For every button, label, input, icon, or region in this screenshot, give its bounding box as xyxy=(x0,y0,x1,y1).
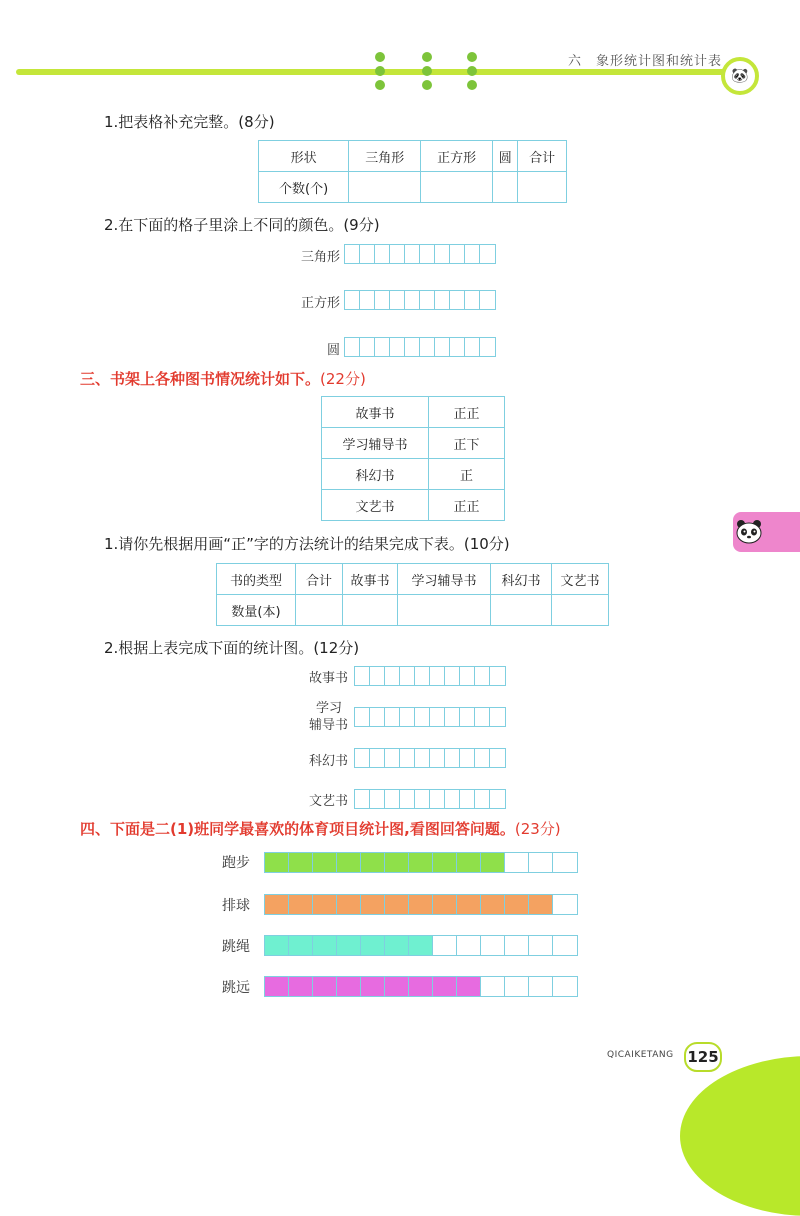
filled-cell xyxy=(361,936,385,955)
empty-cell xyxy=(433,936,457,955)
filled-cell xyxy=(481,853,505,872)
book-grid-study[interactable] xyxy=(354,707,506,727)
grid-row-label: 圆 xyxy=(326,343,340,358)
book-table-header: 科幻书 xyxy=(491,564,552,595)
tally-marks: 正正 xyxy=(429,490,505,521)
answer-cell[interactable] xyxy=(493,172,518,203)
empty-cell xyxy=(529,977,553,996)
chart-row-label: 故事书 xyxy=(308,671,348,686)
color-grid-square[interactable] xyxy=(344,290,496,310)
filled-cell xyxy=(385,895,409,914)
grid-row-label: 正方形 xyxy=(300,296,340,311)
book-table-row-label: 数量(本) xyxy=(217,595,296,626)
empty-cell xyxy=(529,853,553,872)
filled-cell xyxy=(337,977,361,996)
q1-header: 正方形 xyxy=(421,141,493,172)
filled-cell xyxy=(289,936,313,955)
answer-cell[interactable] xyxy=(349,172,421,203)
empty-cell xyxy=(553,977,577,996)
q2-title: 2.在下面的格子里涂上不同的颜色。(9分) xyxy=(104,216,380,234)
filled-cell xyxy=(361,853,385,872)
chapter-badge-icon: 🐼 xyxy=(721,57,759,95)
empty-cell xyxy=(457,936,481,955)
panda-icon xyxy=(735,519,763,545)
chart-row-label: 文艺书 xyxy=(308,794,348,809)
tally-book: 故事书 xyxy=(322,397,429,428)
filled-cell xyxy=(289,853,313,872)
tally-book: 科幻书 xyxy=(322,459,429,490)
sport-bar-volleyball xyxy=(264,894,578,915)
empty-cell xyxy=(505,853,529,872)
q1-header: 圆 xyxy=(493,141,518,172)
sport-bar-jump xyxy=(264,976,578,997)
empty-cell xyxy=(481,977,505,996)
empty-cell xyxy=(553,895,577,914)
book-grid-story[interactable] xyxy=(354,666,506,686)
binder-ring-icon xyxy=(467,52,477,90)
filled-cell xyxy=(433,895,457,914)
filled-cell xyxy=(337,895,361,914)
answer-cell[interactable] xyxy=(491,595,552,626)
empty-cell xyxy=(505,936,529,955)
answer-cell[interactable] xyxy=(398,595,491,626)
chart-row-label: 科幻书 xyxy=(308,754,348,769)
filled-cell xyxy=(265,977,289,996)
q1-header: 三角形 xyxy=(349,141,421,172)
filled-cell xyxy=(409,936,433,955)
answer-cell[interactable] xyxy=(296,595,343,626)
q1-table xyxy=(258,140,567,203)
book-grid-literature[interactable] xyxy=(354,789,506,809)
section4-title: 四、下面是二(1)班同学最喜欢的体育项目统计图,看图回答问题。(23分) xyxy=(80,820,561,838)
filled-cell xyxy=(289,895,313,914)
filled-cell xyxy=(265,895,289,914)
binder-ring-icon xyxy=(422,52,432,90)
filled-cell xyxy=(361,977,385,996)
chapter-title: 六 象形统计图和统计表 xyxy=(568,54,723,69)
filled-cell xyxy=(289,977,313,996)
book-count-table xyxy=(216,563,609,626)
answer-cell[interactable] xyxy=(518,172,567,203)
filled-cell xyxy=(313,936,337,955)
filled-cell xyxy=(433,977,457,996)
tally-book: 学习辅导书 xyxy=(322,428,429,459)
filled-cell xyxy=(457,853,481,872)
book-table-header: 学习辅导书 xyxy=(398,564,491,595)
answer-cell[interactable] xyxy=(552,595,609,626)
filled-cell xyxy=(313,895,337,914)
section3-title: 三、书架上各种图书情况统计如下。(22分) xyxy=(80,370,366,388)
tally-marks: 正下 xyxy=(429,428,505,459)
filled-cell xyxy=(457,977,481,996)
tally-marks: 正正 xyxy=(429,397,505,428)
filled-cell xyxy=(337,936,361,955)
filled-cell xyxy=(529,895,553,914)
page-number: 125 xyxy=(684,1042,722,1072)
section3-q2-title: 2.根据上表完成下面的统计图。(12分) xyxy=(104,639,360,657)
book-table-header: 合计 xyxy=(296,564,343,595)
filled-cell xyxy=(265,936,289,955)
sport-label: 跳远 xyxy=(222,980,250,996)
book-table-header: 文艺书 xyxy=(552,564,609,595)
answer-cell[interactable] xyxy=(343,595,398,626)
empty-cell xyxy=(505,977,529,996)
sport-bar-running xyxy=(264,852,578,873)
filled-cell xyxy=(433,853,457,872)
book-table-header: 书的类型 xyxy=(217,564,296,595)
chart-row-label: 辅导书 xyxy=(308,718,348,733)
book-table-header: 故事书 xyxy=(343,564,398,595)
filled-cell xyxy=(265,853,289,872)
sport-label: 跑步 xyxy=(222,855,250,871)
section3-q1-title: 1.请你先根据用画“正”字的方法统计的结果完成下表。(10分) xyxy=(104,535,510,553)
tally-book: 文艺书 xyxy=(322,490,429,521)
tally-marks: 正 xyxy=(429,459,505,490)
q1-header: 形状 xyxy=(259,141,349,172)
empty-cell xyxy=(529,936,553,955)
q1-title: 1.把表格补充完整。(8分) xyxy=(104,113,275,131)
empty-cell xyxy=(553,936,577,955)
chart-row-label: 学习 xyxy=(315,701,342,716)
book-grid-scifi[interactable] xyxy=(354,748,506,768)
binder-ring-icon xyxy=(375,52,385,90)
filled-cell xyxy=(313,853,337,872)
filled-cell xyxy=(385,853,409,872)
filled-cell xyxy=(385,936,409,955)
sport-label: 跳绳 xyxy=(222,939,250,955)
filled-cell xyxy=(409,853,433,872)
filled-cell xyxy=(505,895,529,914)
corner-decoration xyxy=(680,1056,800,1216)
answer-cell[interactable] xyxy=(421,172,493,203)
q1-header: 合计 xyxy=(518,141,567,172)
filled-cell xyxy=(409,977,433,996)
color-grid-circle[interactable] xyxy=(344,337,496,357)
footer-brand: QICAIKETANG xyxy=(607,1050,674,1060)
filled-cell xyxy=(409,895,433,914)
empty-cell xyxy=(481,936,505,955)
filled-cell xyxy=(361,895,385,914)
tally-table xyxy=(321,396,505,521)
filled-cell xyxy=(313,977,337,996)
empty-cell xyxy=(553,853,577,872)
sport-label: 排球 xyxy=(222,898,250,914)
filled-cell xyxy=(385,977,409,996)
filled-cell xyxy=(481,895,505,914)
filled-cell xyxy=(457,895,481,914)
filled-cell xyxy=(337,853,361,872)
q1-row-label: 个数(个) xyxy=(259,172,349,203)
grid-row-label: 三角形 xyxy=(300,250,340,265)
color-grid-triangle[interactable] xyxy=(344,244,496,264)
sport-bar-rope xyxy=(264,935,578,956)
